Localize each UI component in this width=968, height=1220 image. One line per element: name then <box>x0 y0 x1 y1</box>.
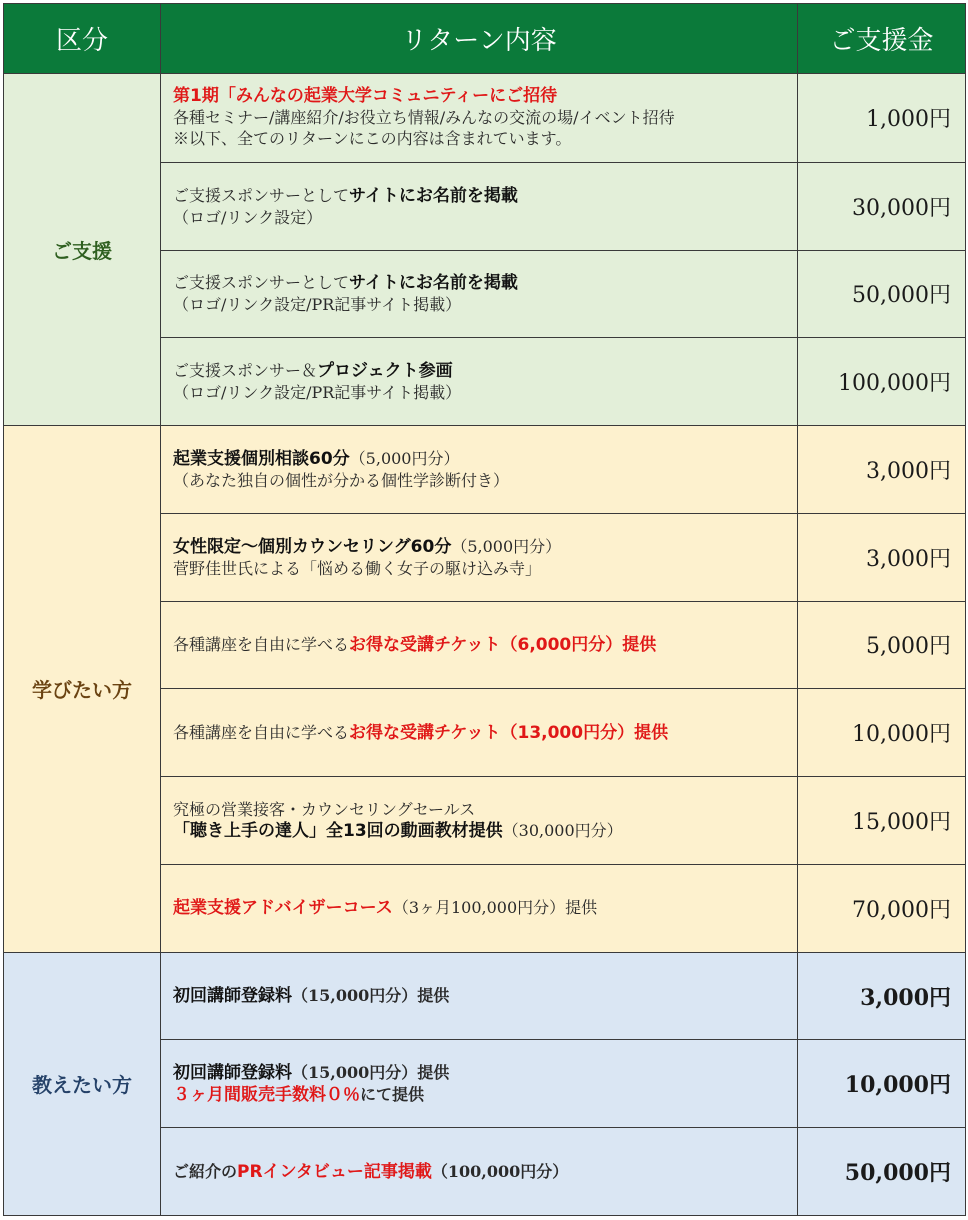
return-suffix: にて提供 <box>360 1084 425 1104</box>
return-highlight: サイトにお名前を掲載 <box>349 185 518 206</box>
return-content <box>161 601 798 689</box>
price: 1,000円 <box>798 74 966 163</box>
price: 10,000円 <box>798 689 966 777</box>
return-value-note: （30,000円分） <box>502 821 623 840</box>
return-content <box>161 250 798 338</box>
return-prefix: 各種講座を自由に学べる <box>173 634 350 654</box>
return-highlight: PRインタビュー記事掲載 <box>237 1161 432 1182</box>
table-row <box>4 74 966 163</box>
return-value-note: （100,000円分） <box>431 1161 569 1181</box>
return-detail: （ロゴ/リンク設定） <box>173 207 323 227</box>
return-value-note: （3ヶ月100,000円分）提供 <box>392 898 598 918</box>
return-prefix: 各種講座を自由に学べる <box>173 722 350 742</box>
return-detail: 菅野佳世氏による「悩める働く女子の駆け込み寺」 <box>173 558 542 578</box>
price: 3,000円 <box>798 513 966 601</box>
price: 50,000円 <box>798 250 966 338</box>
return-highlight: 初回講師登録料 <box>173 986 292 1007</box>
price: 10,000円 <box>798 1040 966 1128</box>
price: 30,000円 <box>798 162 966 250</box>
return-red-highlight: ３ヶ月間販売手数料０％ <box>173 1084 360 1105</box>
return-content <box>161 338 798 426</box>
return-content <box>161 689 798 777</box>
return-prefix: ご支援スポンサー＆ <box>173 361 318 381</box>
return-content <box>161 777 798 865</box>
return-highlight: プロジェクト参画 <box>317 361 453 382</box>
price: 70,000円 <box>798 864 966 952</box>
header-row <box>4 4 966 74</box>
category-learn: 学びたい方 <box>4 426 161 953</box>
return-content <box>161 1128 798 1216</box>
return-highlight: 起業支援個別相談60分 <box>173 448 350 469</box>
return-content <box>161 162 798 250</box>
return-highlight: 「聴き上手の達人」全13回の動画教材提供 <box>173 821 503 841</box>
price: 100,000円 <box>798 338 966 426</box>
return-detail: 究極の営業接客・カウンセリングセールス <box>173 800 476 819</box>
header-amount: ご支援金 <box>798 4 966 74</box>
price: 3,000円 <box>798 426 966 514</box>
return-content <box>161 74 798 163</box>
header-category: 区分 <box>4 4 161 74</box>
return-highlight: お得な受講チケット（6,000円分）提供 <box>349 634 657 655</box>
category-support: ご支援 <box>4 74 161 426</box>
return-highlight: サイトにお名前を掲載 <box>349 273 518 294</box>
return-content <box>161 952 798 1040</box>
price: 3,000円 <box>798 952 966 1040</box>
return-highlight: 起業支援アドバイザーコース <box>173 898 393 919</box>
return-content <box>161 864 798 952</box>
return-value-note: （5,000円分） <box>451 536 562 556</box>
price: 5,000円 <box>798 601 966 689</box>
return-highlight: 初回講師登録料 <box>173 1062 292 1083</box>
return-highlight: お得な受講チケット（13,000円分）提供 <box>349 722 669 743</box>
return-detail: （ロゴ/リンク設定/PR記事サイト掲載） <box>173 383 462 403</box>
return-detail: （ロゴ/リンク設定/PR記事サイト掲載） <box>173 295 462 315</box>
return-prefix: ご支援スポンサーとして <box>173 185 350 205</box>
return-prefix: ご紹介の <box>173 1161 238 1181</box>
category-teach: 教えたい方 <box>4 952 161 1215</box>
return-detail: 各種セミナー/講座紹介/お役立ち情報/みんなの交流の場/イベント招待 <box>173 108 675 128</box>
return-note: ※以下、全てのリターンにこの内容は含まれています。 <box>173 129 572 149</box>
return-prefix: ご支援スポンサーとして <box>173 273 350 293</box>
table-row <box>4 426 966 514</box>
return-value-note: （15,000円分）提供 <box>292 986 450 1006</box>
price: 50,000円 <box>798 1128 966 1216</box>
return-content <box>161 513 798 601</box>
return-value-note: （15,000円分）提供 <box>292 1062 450 1082</box>
return-content <box>161 426 798 514</box>
return-content <box>161 1040 798 1128</box>
return-value-note: （5,000円分） <box>349 448 460 468</box>
return-detail: （あなた独自の個性が分かる個性学診断付き） <box>173 470 510 490</box>
header-content: リターン内容 <box>161 4 798 74</box>
return-title: 第1期「みんなの起業大学コミュニティーにご招待 <box>173 86 558 107</box>
return-highlight: 女性限定～個別カウンセリング60分 <box>173 536 452 557</box>
price: 15,000円 <box>798 777 966 865</box>
table-row <box>4 952 966 1040</box>
returns-table <box>3 3 966 1216</box>
